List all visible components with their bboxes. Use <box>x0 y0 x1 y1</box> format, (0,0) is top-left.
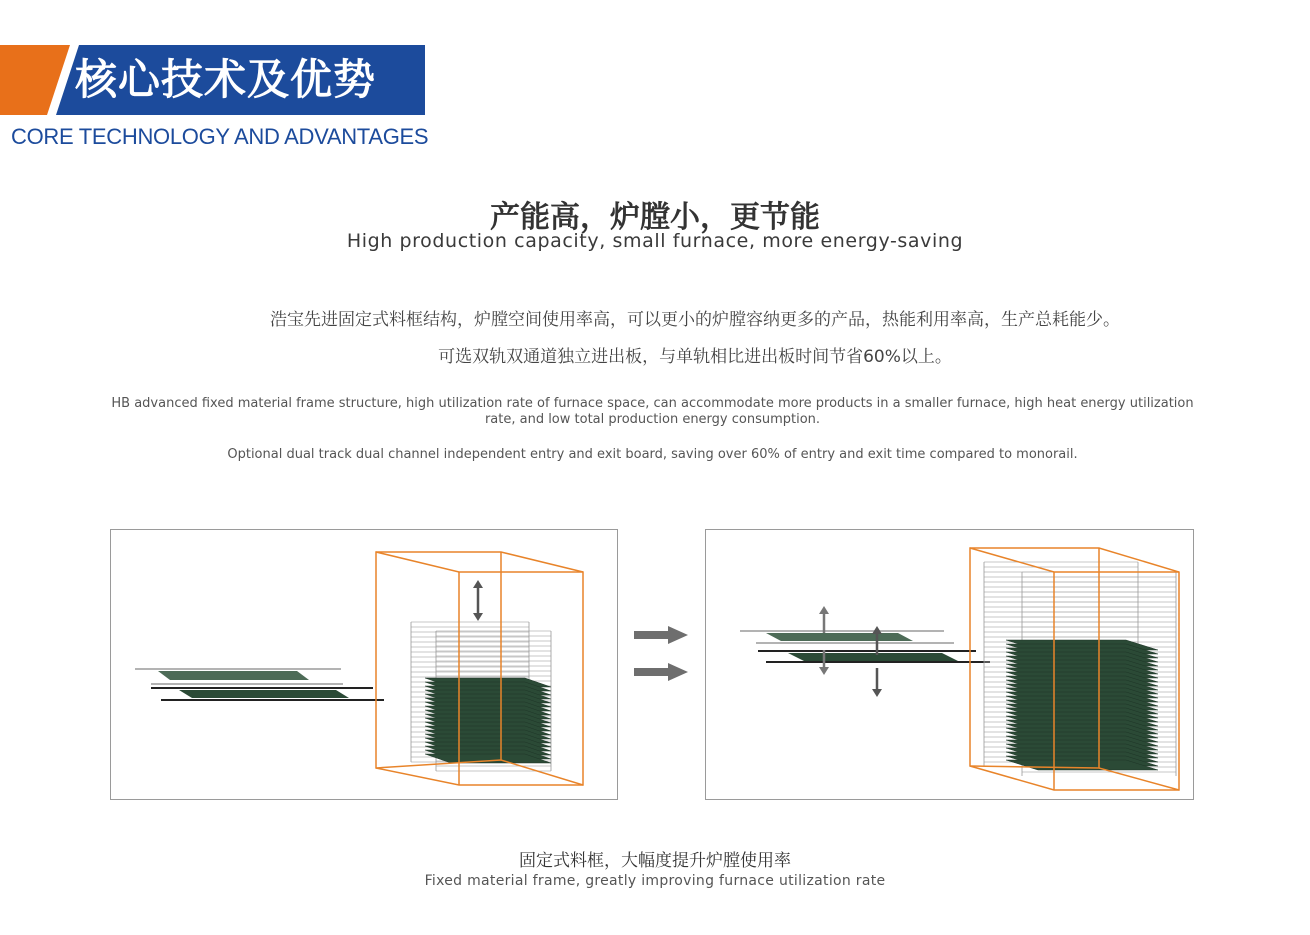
caption-title: 固定式料框，大幅度提升炉膛使用率 <box>519 851 791 871</box>
section-subtitle: High production capacity, small furnace, more energy-saving <box>346 230 964 252</box>
flow-arrows <box>632 623 692 687</box>
description-cn-line2: 可选双轨双通道独立进出板，与单轨相比进出板时间节省60%以上。 <box>438 347 952 367</box>
single-track-illustration <box>111 530 617 799</box>
dual-track-illustration <box>706 530 1193 799</box>
description-en-line2: Optional dual track dual channel independent entry and exit board, saving over 60% of entry and exit time compared to monorail. <box>227 447 1078 462</box>
board-stack <box>1006 640 1158 770</box>
header-title: 核心技术及优势 <box>75 55 377 104</box>
caption-subtitle: Fixed material frame, greatly improving furnace utilization rate <box>424 873 886 889</box>
dual-track-diagram <box>705 529 1194 800</box>
right-arrow-icon <box>634 626 688 644</box>
description-en-line1: HB advanced fixed material frame structure, high utilization rate of furnace space, can accommodate more products in a smaller furnace, high heat energy utilization rate, and low total production energy consumption. <box>111 396 1194 427</box>
section-title: 产能高，炉膛小，更节能 <box>490 200 820 235</box>
header-banner <box>0 45 425 115</box>
lift-arrow-icon <box>473 580 483 621</box>
header-subtitle: CORE TECHNOLOGY AND ADVANTAGES <box>11 124 429 149</box>
description-cn-line1: 浩宝先进固定式料框结构，炉膛空间使用率高，可以更小的炉膛容纳更多的产品，热能利用率高，生产总耗能少。 <box>270 310 1120 330</box>
board-stack <box>425 678 551 763</box>
single-track-diagram <box>110 529 618 800</box>
right-arrow-icon <box>634 663 688 681</box>
